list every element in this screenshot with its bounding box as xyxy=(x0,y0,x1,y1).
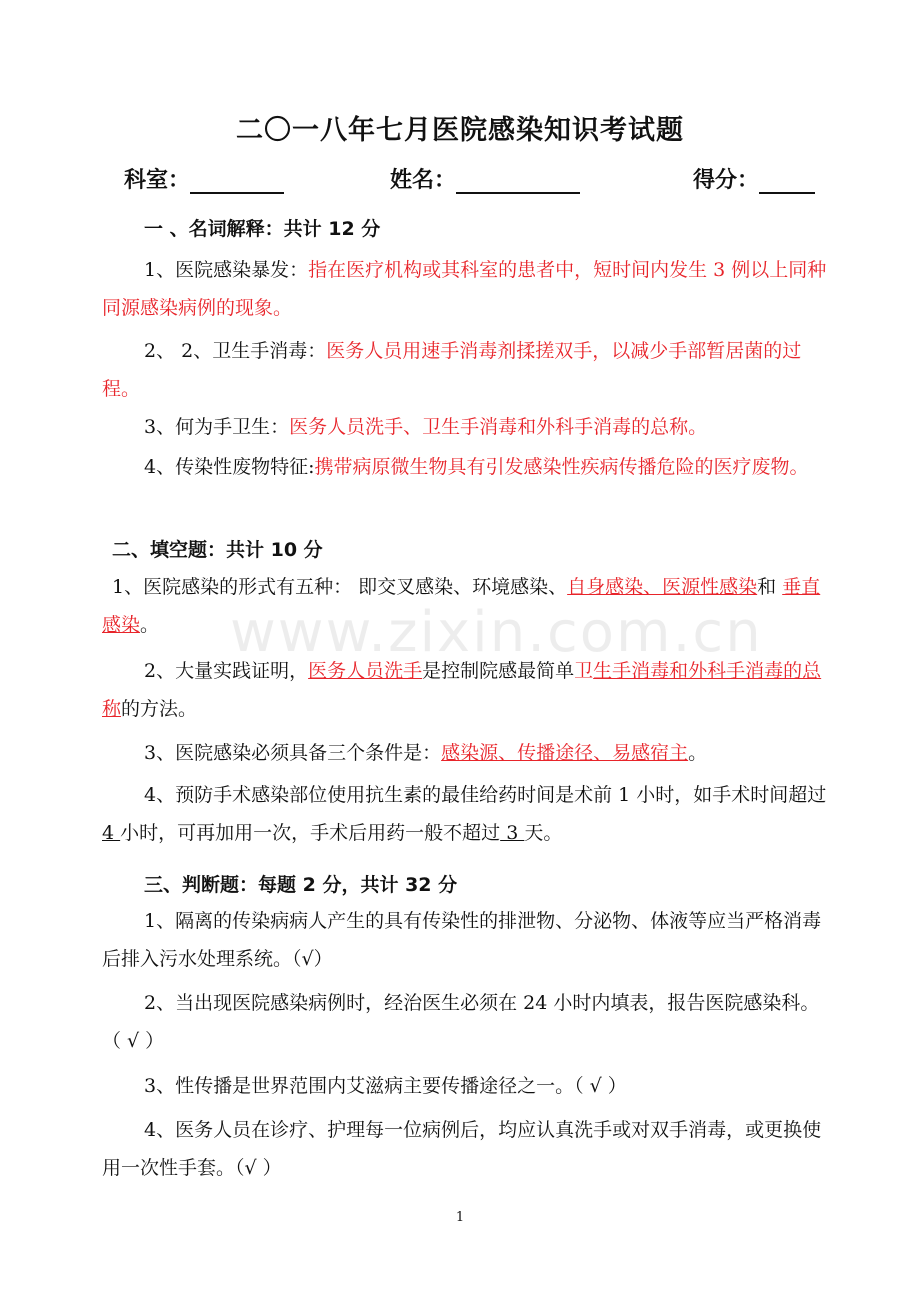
s2-q1-text: 1、医院感染的形式有五种： 即交叉感染、环境感染、 xyxy=(112,576,568,598)
s3-question-2: 2、当出现医院感染病例时，经治医生必须在 24 小时内填表，报告医院感染科。（ √ ） xyxy=(102,992,820,1052)
exam-title: 二〇一八年七月医院感染知识考试题 xyxy=(236,115,684,146)
s3-question-3: 3、性传播是世界范围内艾滋病主要传播途径之一。（ √ ） xyxy=(144,1075,627,1097)
department-blank xyxy=(190,170,284,194)
s2-q1-end: 。 xyxy=(140,614,160,636)
s2-q2-text-2: 是控制院感最简单 xyxy=(422,660,575,682)
name-blank xyxy=(456,170,580,194)
s1-q2-label: 2、 2、卫生手消毒： xyxy=(144,340,327,362)
name-field xyxy=(390,163,580,194)
s1-question-4 xyxy=(102,448,828,486)
s2-question-1 xyxy=(102,568,828,644)
s1-q3-label: 3、何为手卫生： xyxy=(144,416,290,438)
s1-q2-answer: 医务人员用速手消毒剂揉搓双手，以减少手部暂居菌的过程。 xyxy=(102,340,802,400)
s1-question-3 xyxy=(102,408,828,446)
s2-q1-answer-2: 垂直感染 xyxy=(102,576,821,636)
s1-question-2 xyxy=(102,332,828,408)
section1-heading: 一 、名词解释：共计 12 分 xyxy=(144,218,381,240)
s2-q4-answer-2: 3 xyxy=(500,822,525,844)
s2-q2-text-1: 2、大量实践证明， xyxy=(144,660,309,682)
section2-heading: 二、填空题：共计 10 分 xyxy=(112,539,323,561)
s2-q2-answer-2b: 生手消毒和外科手消毒的总称 xyxy=(102,660,822,720)
s2-q2-answer-2a: 卫 xyxy=(574,660,594,682)
s2-question-2 xyxy=(102,652,828,728)
s1-q4-label: 4、传染性废物特征: xyxy=(144,456,315,478)
s1-q1-label: 1、医院感染暴发： xyxy=(144,259,309,281)
s2-q2-end: 的方法。 xyxy=(121,698,198,720)
score-blank xyxy=(759,170,815,194)
s2-q4-end: 天。 xyxy=(524,822,563,844)
section3-heading: 三、判断题：每题 2 分，共计 32 分 xyxy=(144,874,458,896)
page-number: 1 xyxy=(455,1210,465,1225)
s2-q4-text-1: 4、预防手术感染部位使用抗生素的最佳给药时间是术前 1 小时，如手术时间超过 xyxy=(144,784,827,806)
s2-q4-text-2: 小时，可再加用一次，手术后用药一般不超过 xyxy=(120,822,501,844)
s1-question-1 xyxy=(102,251,828,327)
s3-question-1: 1、隔离的传染病病人产生的具有传染性的排泄物、分泌物、体液等应当严格消毒后排入污水处理系统。（√） xyxy=(102,910,822,970)
score-field xyxy=(693,163,815,194)
s3-question-4: 4、医务人员在诊疗、护理每一位病例后，均应认真洗手或对双手消毒，或更换使用一次性手套。（√ ） xyxy=(102,1119,822,1179)
s2-question-3 xyxy=(102,734,828,772)
score-label: 得分： xyxy=(693,168,760,193)
name-label: 姓名： xyxy=(390,168,457,193)
s1-q4-answer: 携带病原微生物具有引发感染性疾病传播危险的医疗废物。 xyxy=(314,456,809,478)
s2-q3-text: 3、医院感染必须具备三个条件是： xyxy=(144,742,442,764)
s2-q3-end: 。 xyxy=(688,742,708,764)
watermark: www.zixin.com.cn xyxy=(230,600,763,665)
s1-q1-answer: 指在医疗机构或其科室的患者中，短时间内发生 3 例以上同种同源感染病例的现象。 xyxy=(102,259,827,319)
s1-q3-answer: 医务人员洗手、卫生手消毒和外科手消毒的总称。 xyxy=(289,416,708,438)
s2-q1-and: 和 xyxy=(757,576,783,598)
department-label: 科室： xyxy=(124,168,191,193)
s2-q2-answer-1: 医务人员洗手 xyxy=(308,660,423,682)
s2-q1-answer-1: 自身感染、医源性感染 xyxy=(567,576,758,598)
s2-q4-answer-1: 4 xyxy=(102,822,121,844)
s2-q3-answer: 感染源、传播途径、易感宿主 xyxy=(441,742,689,764)
s2-question-4 xyxy=(102,776,828,852)
department-field xyxy=(124,163,284,194)
